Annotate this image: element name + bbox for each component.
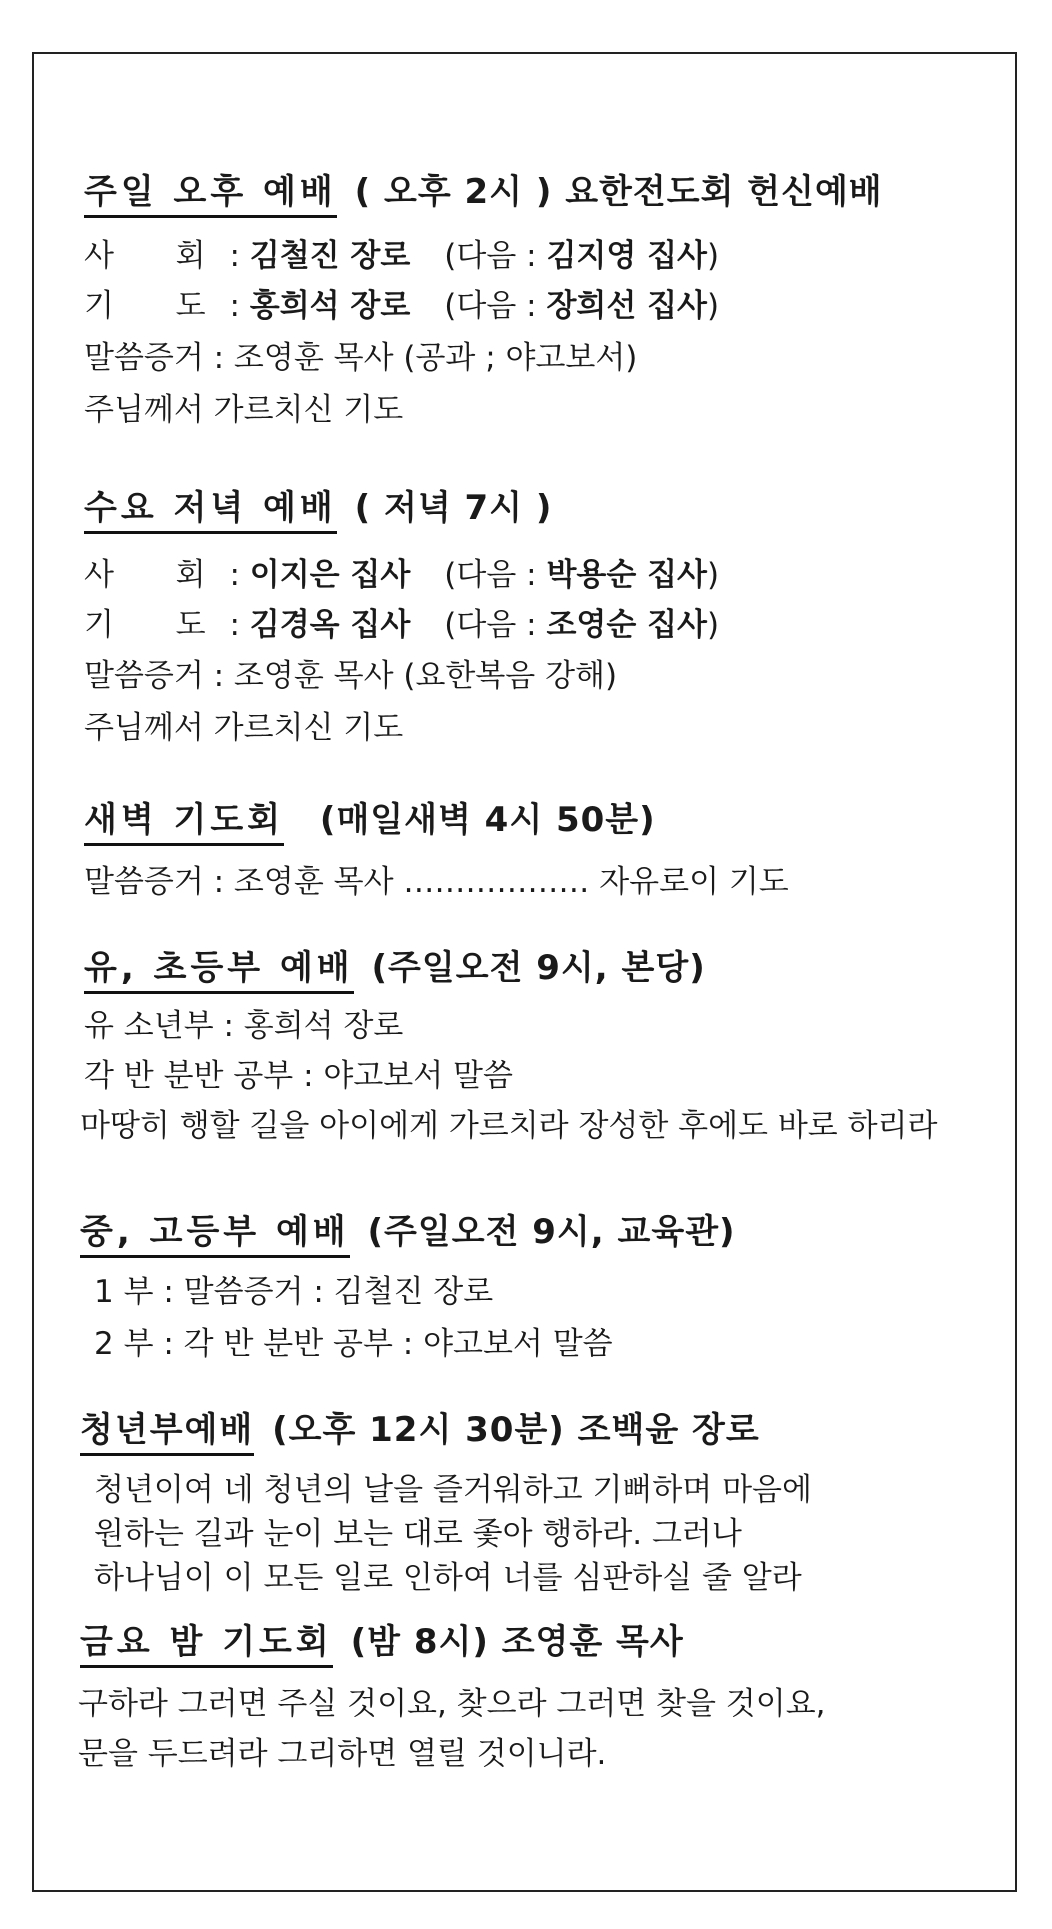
- info-row-presider: [84, 555, 719, 595]
- row-next-person: 장희선 집사: [546, 288, 707, 324]
- info-row-leader: 유 소년부 : 홍희석 장로: [84, 1008, 404, 1044]
- row-separator: :: [219, 288, 250, 324]
- section-subtitle: (매일새벽 4시 50분): [319, 800, 656, 840]
- scripture-verse: 마땅히 행할 길을 아이에게 가르치라 장성한 후에도 바로 하리라: [80, 1108, 938, 1144]
- info-row-sermon: 말씀증거 : 조영훈 목사 (요한복음 강해): [84, 658, 618, 694]
- row-person: 홍희석 장로: [249, 288, 411, 324]
- scripture-verse: 원하는 길과 눈이 보는 대로 좇아 행하라. 그러나: [94, 1516, 742, 1552]
- section-title: 수요 저녁 예배: [84, 488, 337, 534]
- row-next-label: (다음 :: [444, 238, 547, 274]
- row-separator: :: [219, 557, 250, 593]
- section-title: 청년부예배: [80, 1410, 254, 1456]
- row-next-label: (다음 :: [444, 607, 547, 643]
- section-subtitle: (오후 12시 30분) 조백윤 장로: [272, 1410, 760, 1450]
- section-heading: [84, 488, 552, 534]
- row-person: 김경옥 집사: [249, 607, 411, 643]
- row-close: ): [706, 288, 720, 324]
- row-next-person: 김지영 집사: [546, 238, 707, 274]
- section-subtitle: ( 저녁 7시 ): [354, 488, 553, 528]
- row-close: ): [706, 238, 720, 274]
- section-subtitle: (주일오전 9시, 교육관): [367, 1212, 736, 1252]
- row-next-label: (다음 :: [444, 557, 547, 593]
- section-heading: [84, 172, 883, 218]
- scripture-verse: 구하라 그러면 주실 것이요, 찾으라 그러면 찾을 것이요,: [78, 1686, 826, 1722]
- info-row-sermon: 말씀증거 : 조영훈 목사 (공과 ; 야고보서): [84, 340, 638, 376]
- info-row-prayer-note: 주님께서 가르치신 기도: [84, 710, 404, 746]
- section-heading: [84, 948, 706, 994]
- row-label: 사 회: [84, 557, 220, 593]
- info-row-prayer-note: 주님께서 가르치신 기도: [84, 392, 404, 428]
- section-title: 금요 밤 기도회: [80, 1622, 333, 1668]
- section-heading: [80, 1410, 760, 1456]
- section-subtitle: (밤 8시) 조영훈 목사: [350, 1622, 684, 1662]
- info-row-prayer: [84, 605, 719, 645]
- section-subtitle: (주일오전 9시, 본당): [371, 948, 706, 988]
- section-heading: [80, 1212, 736, 1258]
- info-row-study: 각 반 분반 공부 : 야고보서 말씀: [84, 1058, 513, 1094]
- row-label: 사 회: [84, 238, 220, 274]
- section-title: 중, 고등부 예배: [80, 1212, 350, 1258]
- section-title: 새벽 기도회: [84, 800, 284, 846]
- row-separator: :: [219, 607, 250, 643]
- section-title: 주일 오후 예배: [84, 172, 337, 218]
- section-title: 유, 초등부 예배: [84, 948, 354, 994]
- row-label: 기 도: [84, 288, 220, 324]
- row-person: 김철진 장로: [249, 238, 411, 274]
- row-close: ): [706, 607, 720, 643]
- row-next-person: 조영순 집사: [546, 607, 707, 643]
- section-heading: [84, 800, 656, 846]
- row-close: ): [706, 557, 720, 593]
- scripture-verse: 청년이여 네 청년의 날을 즐거워하고 기뻐하며 마음에: [94, 1472, 812, 1508]
- info-row-part-1: 1 부 : 말씀증거 : 김철진 장로: [94, 1274, 494, 1310]
- row-next-person: 박용순 집사: [546, 557, 707, 593]
- row-label: 기 도: [84, 607, 220, 643]
- scripture-verse: 하나님이 이 모든 일로 인하여 너를 심판하실 줄 알라: [94, 1560, 802, 1596]
- scripture-verse: 문을 두드려라 그리하면 열릴 것이니라.: [78, 1736, 607, 1772]
- row-person: 이지은 집사: [249, 557, 411, 593]
- info-row-part-2: 2 부 : 각 반 분반 공부 : 야고보서 말씀: [94, 1326, 613, 1362]
- section-heading: [80, 1622, 684, 1668]
- row-separator: :: [219, 238, 250, 274]
- row-next-label: (다음 :: [444, 288, 547, 324]
- info-row-presider: [84, 236, 719, 276]
- section-subtitle: ( 오후 2시 ) 요한전도회 헌신예배: [354, 172, 883, 212]
- info-row-sermon: 말씀증거 : 조영훈 목사 ……………… 자유로이 기도: [84, 864, 789, 900]
- info-row-prayer: [84, 286, 719, 326]
